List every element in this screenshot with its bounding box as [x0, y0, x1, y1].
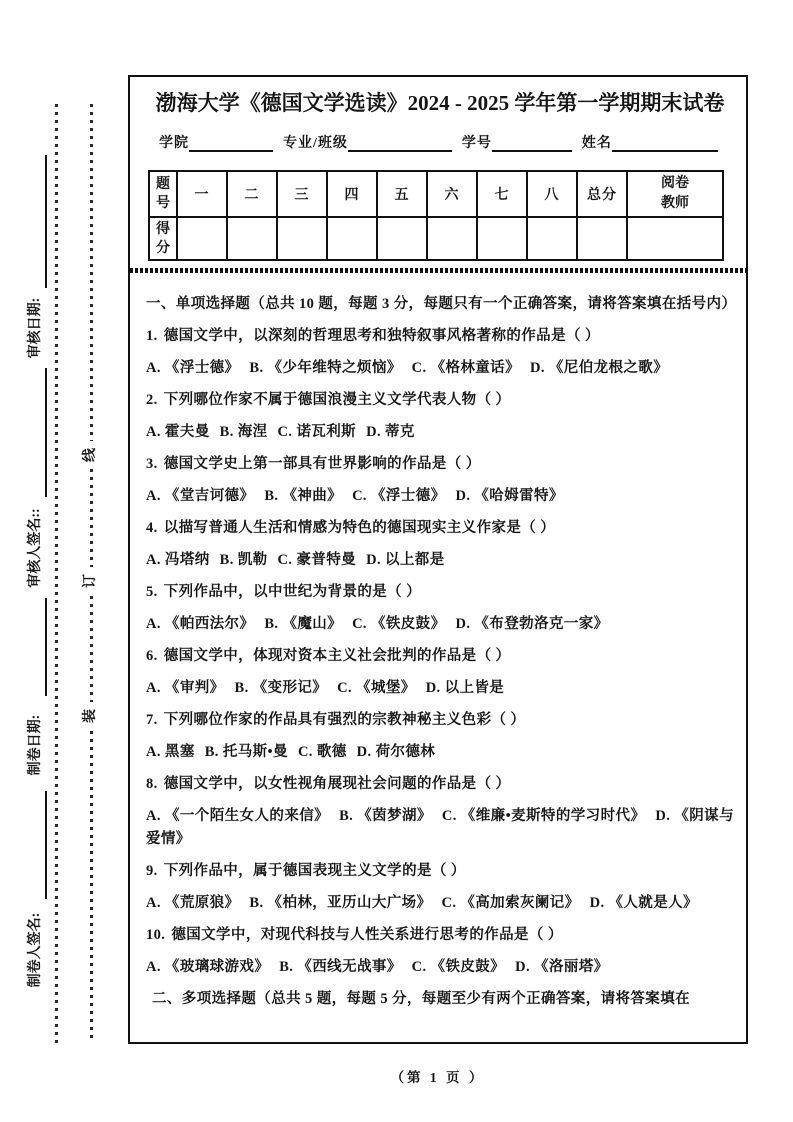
question-options	[146, 956, 734, 979]
option-d: D. 《阴谋与爱情》	[146, 808, 734, 847]
option-c: C. 《高加索灰阑记》	[441, 895, 580, 911]
option-d: D. 以上都是	[366, 552, 445, 568]
option-a: A. 《堂吉诃德》	[146, 488, 255, 504]
option-c: C. 《铁皮鼓》	[411, 959, 506, 975]
score-col-header-label: 四	[344, 188, 360, 203]
question-body: 下列哪位作家的作品具有强烈的宗教神秘主义色彩（ ）	[163, 712, 526, 728]
question-options	[146, 421, 734, 444]
question-number: 7.	[146, 712, 158, 728]
info-field-blank	[348, 133, 452, 152]
section1-heading: 一、单项选择题（总共 10 题，每题 3 分，每题只有一个正确答案，请将答案填在括号内）	[146, 296, 737, 312]
question-body: 下列哪位作家不属于德国浪漫主义文学代表人物（ ）	[163, 392, 511, 408]
score-cell	[327, 217, 377, 260]
score-cell	[177, 217, 227, 260]
option-d: D. 《人就是人》	[589, 895, 698, 911]
score-col-header-label: 阅卷教师	[661, 176, 689, 211]
info-field	[159, 132, 273, 152]
info-field-blank	[189, 133, 273, 152]
question-text	[146, 517, 734, 540]
question-options	[146, 613, 734, 636]
score-col-header	[627, 171, 723, 217]
score-table-corner	[149, 171, 177, 217]
option-c: C. 歌德	[297, 744, 347, 760]
score-cell	[477, 217, 527, 260]
question-text	[146, 645, 734, 668]
score-row-label: 得分	[156, 221, 170, 256]
question-text	[146, 773, 734, 796]
student-info-row	[146, 132, 734, 152]
option-d: D. 《尼伯龙根之歌》	[529, 360, 669, 376]
question-options	[146, 357, 734, 380]
question-text	[146, 325, 734, 348]
option-b: B. 《西线无战事》	[279, 959, 402, 975]
question-body: 德国文学中，以深刻的哲理思考和独特叙事风格著称的作品是（ ）	[163, 328, 600, 344]
question-text	[146, 924, 734, 947]
question-body: 德国文学中，以女性视角展现社会问题的作品是（ ）	[163, 776, 511, 792]
score-cell	[627, 217, 723, 260]
question-options	[146, 805, 734, 851]
option-c: C. 《维廉•麦斯特的学习时代》	[441, 808, 646, 824]
option-c: C. 《城堡》	[337, 680, 416, 696]
binding-dotted-line	[90, 104, 93, 441]
score-col-header	[177, 171, 227, 217]
score-cell	[577, 217, 627, 260]
score-cell	[277, 217, 327, 260]
signature-line	[45, 598, 47, 696]
exam-title: 渤海大学《德国文学选读》2024 - 2025 学年第一学期期末试卷	[155, 91, 725, 115]
signature-line	[45, 791, 47, 899]
question-body: 德国文学中，体现对资本主义社会批判的作品是（ ）	[163, 648, 511, 664]
score-col-header-label: 七	[494, 188, 510, 203]
score-col-header-label: 三	[294, 188, 310, 203]
score-cell	[377, 217, 427, 260]
option-a: A. 《荒原狼》	[146, 895, 240, 911]
section2-heading: 二、多项选择题（总共 5 题，每题 5 分，每题至少有两个正确答案，请将答案填在	[152, 991, 690, 1007]
question-body: 德国文学中，对现代科技与人性关系进行思考的作品是（ ）	[171, 927, 563, 943]
option-a: A. 霍夫曼	[146, 424, 210, 440]
binding-line-char: 装	[83, 709, 98, 723]
info-field	[462, 132, 572, 152]
question-text	[146, 709, 734, 732]
binding-label: 制卷日期:	[28, 714, 43, 776]
score-cell	[227, 217, 277, 260]
question-options	[146, 892, 734, 915]
binding-line-char: 订	[83, 574, 98, 588]
option-d: D. 《洛丽塔》	[515, 959, 609, 975]
questions-area	[146, 293, 737, 1011]
option-b: B. 《少年维特之烦恼》	[249, 360, 402, 376]
option-a: A. 《帕西法尔》	[146, 616, 255, 632]
binding-dotted-line	[55, 104, 58, 1045]
option-a: A. 《审判》	[146, 680, 225, 696]
score-col-header	[427, 171, 477, 217]
question-number: 2.	[146, 392, 158, 408]
info-field-label: 学院	[159, 136, 189, 151]
question-text	[146, 389, 734, 412]
option-c: C. 《浮士德》	[352, 488, 446, 504]
binding-label: 审核人签名::	[28, 508, 43, 588]
question-number: 5.	[146, 584, 158, 600]
question-body: 下列作品中，属于德国表现主义文学的是（ ）	[163, 863, 466, 879]
question-number: 6.	[146, 648, 158, 664]
question-body: 下列作品中，以中世纪为背景的是（ ）	[163, 584, 422, 600]
option-a: A. 《玻璃球游戏》	[146, 959, 270, 975]
score-col-header-label: 八	[544, 188, 560, 203]
question-options	[146, 549, 734, 572]
info-field-blank	[492, 133, 572, 152]
page-number: （第 1 页 ）	[390, 1070, 486, 1085]
signature-line	[45, 368, 47, 497]
option-a: A. 《浮士德》	[146, 360, 240, 376]
question-list	[146, 325, 734, 979]
binding-dotted-line	[90, 469, 93, 567]
binding-dotted-line	[90, 596, 93, 702]
option-b: B. 托马斯•曼	[204, 744, 288, 760]
option-b: B. 海涅	[219, 424, 268, 440]
dotted-separator	[130, 268, 746, 273]
question-number: 4.	[146, 520, 158, 536]
question-number: 10.	[146, 927, 166, 943]
score-col-header	[477, 171, 527, 217]
score-col-header-label: 一	[194, 188, 210, 203]
option-d: D. 荷尔德林	[356, 744, 436, 760]
binding-label: 审核日期:	[28, 297, 43, 359]
option-a: A. 黑塞	[146, 744, 195, 760]
question-text	[146, 860, 734, 883]
question-number: 3.	[146, 456, 158, 472]
score-col-header	[577, 171, 627, 217]
info-field-label: 姓名	[581, 136, 612, 151]
binding-line-char: 线	[83, 448, 98, 462]
option-b: B. 《神曲》	[264, 488, 343, 504]
score-cell	[427, 217, 477, 260]
option-b: B. 《魔山》	[264, 616, 343, 632]
info-field	[582, 132, 718, 152]
question-number: 8.	[146, 776, 158, 792]
score-cell	[527, 217, 577, 260]
option-b: B. 《茵梦湖》	[339, 808, 432, 824]
score-col-header-label: 二	[244, 188, 260, 203]
binding-dotted-line	[90, 731, 93, 1042]
score-col-header-label: 五	[394, 188, 410, 203]
info-field-blank	[612, 133, 718, 152]
info-field-label: 专业/班级	[283, 136, 348, 151]
option-b: B. 《柏林，亚历山大广场》	[249, 895, 432, 911]
question-options	[146, 485, 734, 508]
question-options	[146, 677, 734, 700]
option-d: D. 《哈姆雷特》	[455, 488, 564, 504]
score-table-corner-label: 题号	[156, 177, 170, 211]
score-row-header	[149, 217, 177, 260]
score-col-header	[377, 171, 427, 217]
question-text	[146, 581, 734, 604]
question-body: 德国文学史上第一部具有世界影响的作品是（ ）	[163, 456, 481, 472]
score-col-header	[277, 171, 327, 217]
score-col-header	[327, 171, 377, 217]
score-col-header-label: 六	[444, 188, 460, 203]
info-field-label: 学号	[461, 136, 492, 151]
score-col-header-label: 总分	[587, 188, 617, 203]
exam-frame	[128, 75, 748, 1044]
option-c: C. 诺瓦利斯	[277, 424, 357, 440]
option-c: C. 《格林童话》	[411, 360, 520, 376]
option-c: C. 豪普特曼	[277, 552, 357, 568]
score-table	[148, 170, 724, 261]
question-text	[146, 453, 734, 476]
option-a: A. 冯塔纳	[146, 552, 210, 568]
info-field	[283, 132, 452, 152]
question-body: 以描写普通人生活和情感为特色的德国现实主义作家是（ ）	[163, 520, 556, 536]
option-d: D. 以上皆是	[425, 680, 505, 696]
score-col-header	[227, 171, 277, 217]
question-number: 1.	[146, 328, 158, 344]
binding-label: 制卷人签名:	[28, 912, 43, 988]
option-a: A. 《一个陌生女人的来信》	[146, 808, 330, 824]
signature-line	[45, 155, 47, 288]
option-b: B. 凯勒	[219, 552, 268, 568]
question-number: 9.	[146, 863, 158, 879]
question-options	[146, 741, 734, 764]
score-col-header	[527, 171, 577, 217]
option-c: C. 《铁皮鼓》	[352, 616, 446, 632]
option-d: D. 蒂克	[366, 424, 415, 440]
option-d: D. 《布登勃洛克一家》	[455, 616, 609, 632]
option-b: B. 《变形记》	[234, 680, 328, 696]
